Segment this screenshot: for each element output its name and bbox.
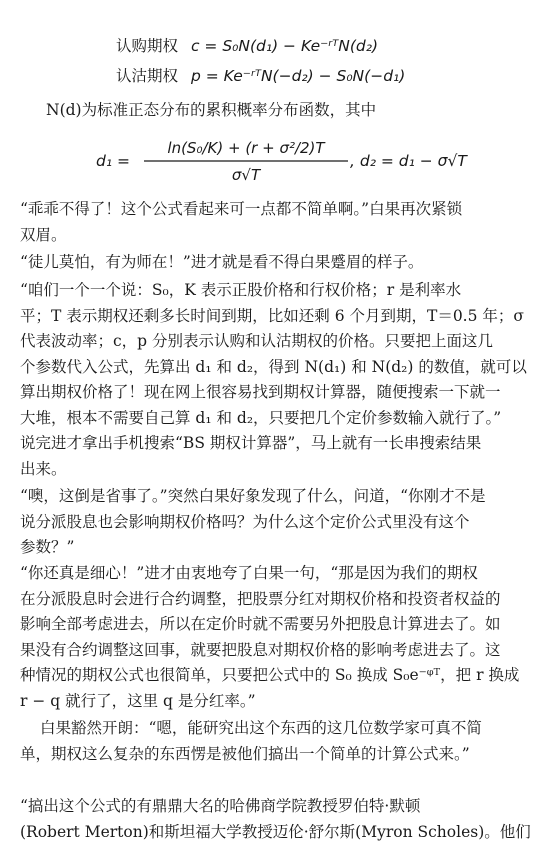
text-line: “噢，这倒是省事了。”突然白果好象发现了什么，问道，“你刚才不是 [20, 487, 486, 505]
paragraph [20, 278, 527, 482]
text-line: “你还真是细心！”进才由衷地夸了白果一句，“那是因为我们的期权 [20, 564, 478, 582]
d1-numerator: ln(S₀/K) + (r + σ²/2)T [167, 139, 325, 157]
paragraph [20, 716, 523, 767]
paragraph [20, 484, 523, 561]
text-line: 果没有合约调整这回事，就要把股息对期权价格的影响考虑进去了。这 [20, 640, 501, 659]
text-line: r − q 就行了，这里 q 是分红率。” [20, 691, 256, 710]
text-line: “搞出这个公式的有鼎鼎大名的哈佛商学院教授罗伯特·默顿 [20, 797, 421, 815]
d1-d2-formula [96, 137, 516, 185]
d1-lhs: d₁ = [96, 152, 130, 170]
text-line: 出来。 [20, 459, 67, 478]
put-option-formula [116, 64, 405, 86]
text-line: 双眉。 [20, 225, 67, 244]
text-line: 大堆，根本不需要自己算 d₁ 和 d₂，只要把几个定价参数输入就行了。” [20, 408, 502, 427]
call-option-label: 认购期权 [116, 37, 179, 55]
text-line: 影响全部考虑进去，所以在定价时就不需要另外把股息计算进去了。如 [20, 615, 501, 633]
text-line: 个参数代入公式，先算出 d₁ 和 d₂，得到 N(d₁) 和 N(d₂) 的数值，就可以 [20, 357, 527, 376]
text-line: 单，期权这么复杂的东西愣是被他们搞出一个简单的计算公式来。” [20, 744, 470, 763]
paragraph [20, 197, 523, 248]
text-line: “乖乖不得了！这个公式看起来可一点都不简单啊。”白果再次紧锁 [20, 200, 463, 218]
text-line: 种情况的期权公式也很简单，只要把公式中的 S₀ 换成 S₀e⁻ᵠᵀ，把 r 换成 [20, 666, 520, 684]
text-line: 代表波动率；c，p 分别表示认购和认沽期权的价格。只要把上面这几 [20, 332, 494, 350]
text-line: “咱们一个一个说：S₀，K 表示正股价格和行权价格；r 是利率水 [20, 281, 462, 299]
put-option-expression: p = Ke⁻ʳᵀN(−d₂) − S₀N(−d₁) [190, 67, 406, 85]
text-line: 说分派股息也会影响期权价格吗？为什么这个定价公式里没有这个 [20, 512, 470, 531]
paragraph [20, 794, 531, 845]
d1-denominator: σ√T [231, 166, 261, 184]
text-line: 平；T 表示期权还剩多长时间到期，比如还剩 6 个月到期，T＝0.5 年；σ [20, 306, 524, 325]
put-option-label: 认沽期权 [116, 67, 179, 85]
text-line: “徒儿莫怕，有为师在！”进才就是看不得白果蹙眉的样子。 [20, 253, 424, 271]
text-line: 算出期权价格了！现在网上很容易找到期权计算器，随便搜索一下就一 [20, 383, 501, 401]
paragraph [20, 561, 523, 714]
text-line: 参数？” [20, 538, 75, 556]
text-line: 说完进才拿出手机搜索“BS 期权计算器”，马上就有一长串搜索结果 [20, 434, 482, 452]
text-line: (Robert Merton)和斯坦福大学教授迈伦·舒尔斯(Myron Scholes)。他们 [20, 822, 531, 841]
text-line: 在分派股息时会进行合约调整，把股票分红对期权价格和投资者权益的 [20, 589, 501, 608]
paragraph [20, 250, 523, 276]
d2-expression: , d₂ = d₁ − σ√T [350, 152, 467, 170]
call-option-formula [116, 34, 378, 56]
call-option-expression: c = S₀N(d₁) − Ke⁻ʳᵀN(d₂) [190, 37, 378, 55]
text-line: 白果豁然开朗：“嗯，能研究出这个东西的这几位数学家可真不简 [40, 719, 482, 737]
normal-distribution-intro: N(d)为标准正态分布的累积概率分布函数，其中 [46, 101, 377, 119]
